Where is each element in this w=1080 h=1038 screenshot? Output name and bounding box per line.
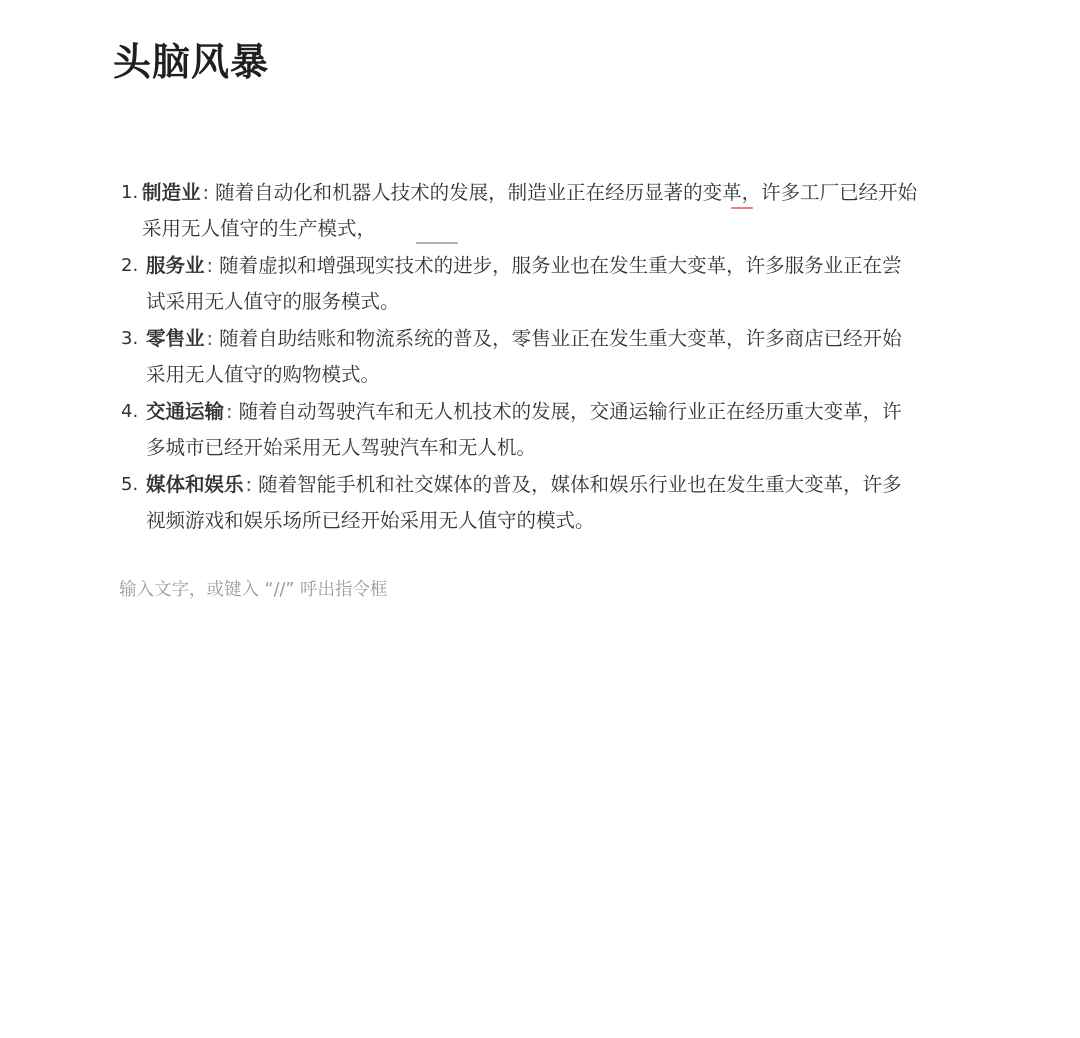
list-item-separator: : [206, 254, 214, 277]
list-item-text: 随着虚拟和增强现实技术的进步，服务业也在发生重大变革，许多服务业正在尝试采用无人值守的服务模式。 [146, 254, 902, 313]
list-item[interactable] [0, 248, 1080, 320]
list-item-number: 5. [121, 474, 139, 495]
list-item-text: 随着自动化和机器人技术的发展，制造业正在经历显著的变革，许多工厂已经开始采用无人值守的生产模式， [142, 181, 918, 240]
list-item-body[interactable] [146, 321, 916, 393]
spellcheck-suggestion-underline[interactable] [416, 242, 458, 244]
page-title[interactable]: 头脑风暴 [113, 40, 270, 84]
list-item-term: 交通运输 [146, 400, 225, 423]
list-item-term: 服务业 [146, 254, 205, 277]
list-item-term: 制造业 [142, 181, 201, 204]
list-item-separator: : [245, 473, 253, 496]
list-item[interactable] [0, 321, 1080, 393]
list-item[interactable] [0, 175, 1080, 247]
list-item-term: 媒体和娱乐 [146, 473, 244, 496]
list-item-body[interactable] [146, 248, 916, 320]
brainstorm-list [0, 175, 1080, 539]
list-item-text: 随着自动驾驶汽车和无人机技术的发展，交通运输行业正在经历重大变革，许多城市已经开始采用无人驾驶汽车和无人机。 [146, 400, 902, 459]
list-item-text: 随着自助结账和物流系统的普及，零售业正在发生重大变革，许多商店已经开始采用无人值守的购物模式。 [146, 327, 902, 386]
list-item-body[interactable] [142, 175, 932, 247]
list-item[interactable] [0, 394, 1080, 466]
list-item-number: 1. [121, 182, 139, 203]
list-item-number: 4. [121, 401, 139, 422]
list-item-separator: : [226, 400, 233, 423]
list-item-separator: : [206, 327, 214, 350]
list-item-number: 3. [121, 328, 139, 349]
list-item-body[interactable] [146, 467, 916, 539]
list-item-body[interactable] [146, 394, 916, 466]
list-item-number: 2. [121, 255, 139, 276]
editor-input[interactable] [119, 575, 719, 605]
spellcheck-error-underline[interactable] [731, 207, 753, 209]
list-item-separator: : [202, 181, 210, 204]
list-item-text: 随着智能手机和社交媒体的普及，媒体和娱乐行业也在发生重大变革，许多视频游戏和娱乐场所已经开始采用无人值守的模式。 [146, 473, 902, 532]
list-item-term: 零售业 [146, 327, 205, 350]
list-item[interactable] [0, 467, 1080, 539]
